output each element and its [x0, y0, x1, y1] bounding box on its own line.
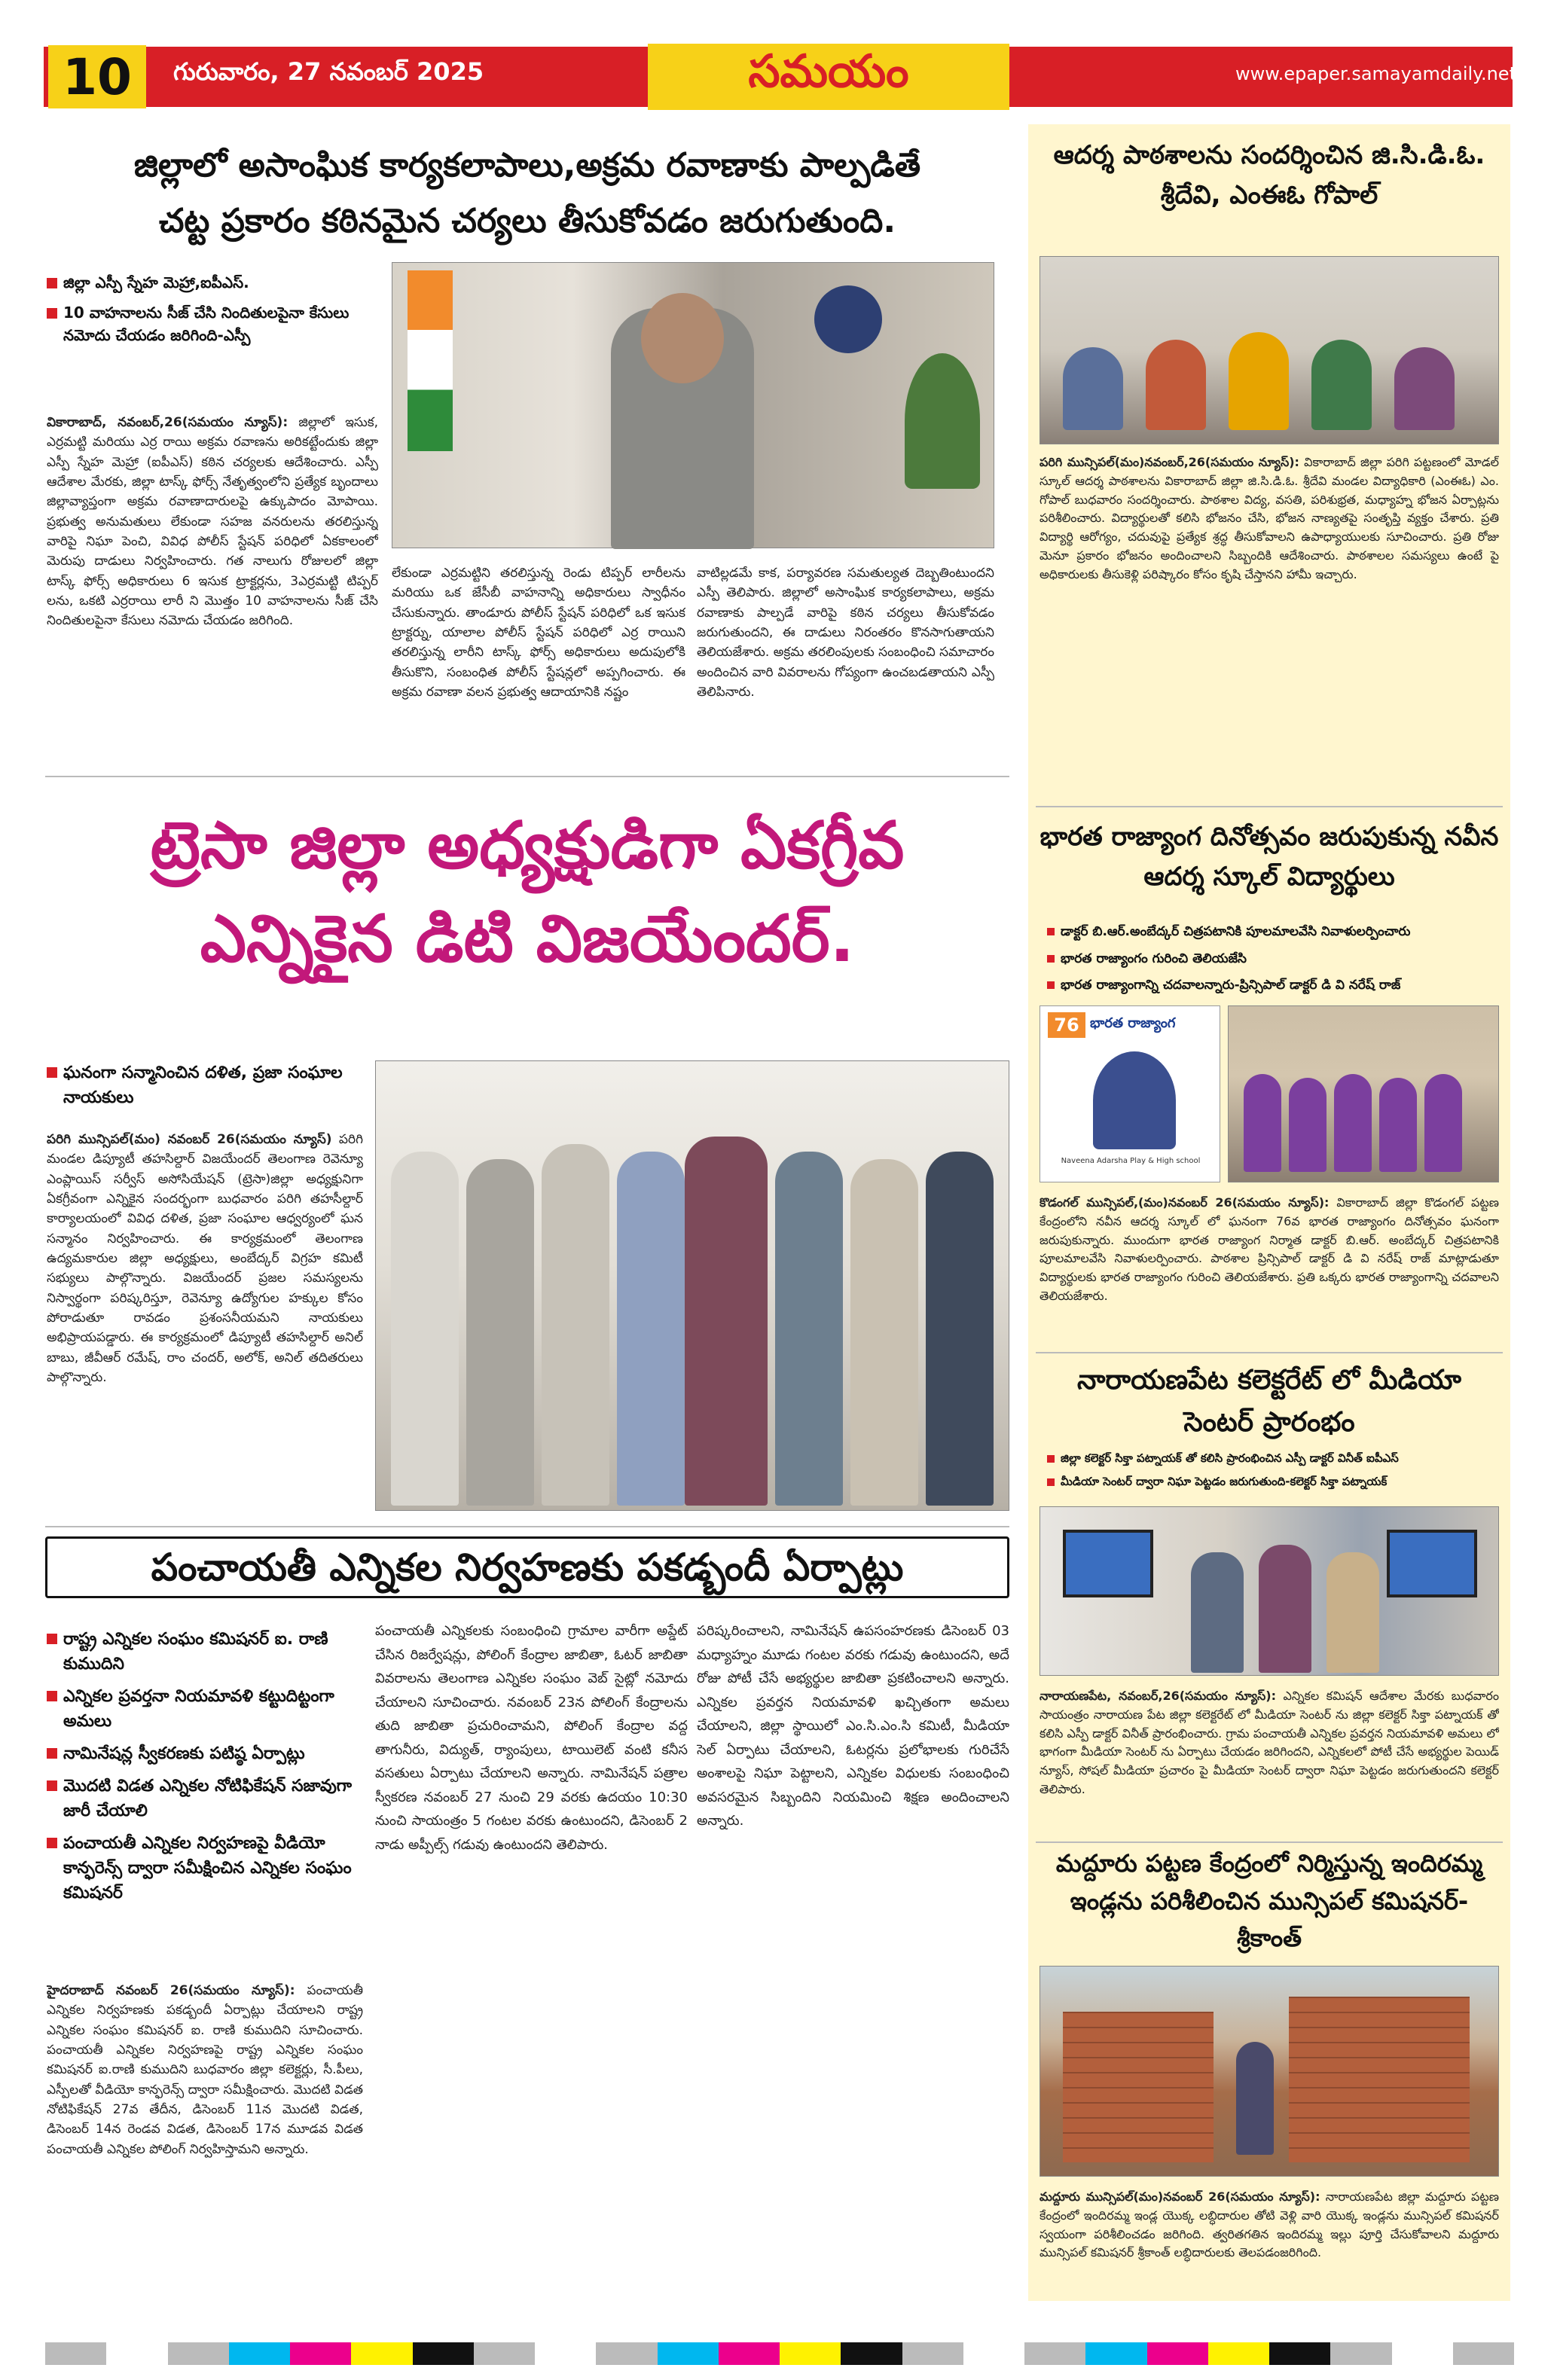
- bullet-marker: [1047, 981, 1055, 989]
- person-figure: [1259, 1545, 1311, 1673]
- police-emblem: [814, 285, 882, 353]
- housing-construction-photo: [1040, 1966, 1499, 2177]
- sidebar-story3-highlights: [1047, 1450, 1499, 1490]
- sidebar-story2-bullet: భారత రాజ్యాంగాన్ని చదవాలన్నారు-ప్రిన్సిపాల్ డాక్టర్ డి వి నరేష్ రాజ్: [1047, 976, 1499, 996]
- story3-bullet: రాష్ట్ర ఎన్నికల సంఘం కమిషనర్ ఐ. రాణి కుముదిని: [47, 1627, 363, 1677]
- sidebar-story1-headline: ఆదర్శ పాఠశాలను సందర్శించిన జి.సి.డి.ఓ. శ్రీదేవి, ఎంఈఓ గోపాల్: [1053, 140, 1485, 210]
- brick-wall: [1289, 1997, 1470, 2162]
- story3-col3: పరిష్కరించాలని, నామినేషన్ ఉపసంహరణకు డిసెంబర్ 03 మధ్యాహ్నం మూడు గంటల వరకు గడువు ఉంటుందని, అదే రోజు పోటీ చేసే అభ్యర్థుల జాబితా ప్రకటించాలని అన్నారు. ఎన్నికల ప్రవర్తన నియమావళి ఖచ్చితంగా అమలు చేయాలని, జిల్లా స్థాయిలో ఎం.సి.ఎం.సి కమిటీ, మీడియా సెల్ ఏర్పాటు చేయాలని, ఓటర్లను ప్రలోభాలకు గురిచేసే అంశాలపై నిఘా పెట్టాలని, ఎన్నికల విధులకు సంబంధించి అవసరమైన సిబ్బందిని నియమించి శిక్షణ అందించాలని అన్నారు.: [697, 1623, 1009, 1829]
- story3-bullet: ఎన్నికల ప్రవర్తనా నియమావళి కట్టుదిట్టంగా అమలు: [47, 1684, 363, 1734]
- students-photo: [1228, 1005, 1499, 1182]
- person-figure: [542, 1144, 609, 1506]
- sp-office-photo: [392, 262, 994, 548]
- story3-col2: పంచాయతీ ఎన్నికలకు సంబంధించి గ్రామాల వారీగా అప్డేట్ చేసిన రిజర్వేషన్లు, పోలింగ్ కేంద్రాల జాబితా, ఓటర్ జాబితా వివరాలను తెలంగాణ ఎన్నికల సంఘం వెబ్ సైట్లో నమోదు చేయాలని సూచించారు. నవంబర్ 23న పోలింగ్ కేంద్రాలను తుది జాబితా ప్రచురించామని, పోలింగ్ కేంద్రాల వద్ద తాగునీరు, విద్యుత్, ర్యాంపులు, టాయిలెట్ వంటి కనీస వసతులు ఏర్పాటు చేయాలని అన్నారు. నామినేషన్ పత్రాల స్వీకరణ నవంబర్ 27 నుంచి 29 వరకు ఉదయం 10:30 నుంచి సాయంత్రం 5 గంటల వరకు ఉంటుందని, డిసెంబర్ 2 నాడు అప్పీల్స్ గడువు ఉంటుందని తెలిపారు.: [375, 1623, 688, 1853]
- bullet-marker: [1047, 1455, 1055, 1463]
- story1-headline-line2: చట్ట ప్రకారం కఠినమైన చర్యలు తీసుకోవడం జరుగుతుంది.: [158, 202, 896, 240]
- tv-screen: [1063, 1530, 1153, 1597]
- sidebar-story2-highlights: [1047, 923, 1499, 996]
- story1-col1: వికారాబాద్, నవంబర్,26(సమయం న్యూస్): జిల్లాలో ఇసుక, ఎర్రమట్టి మరియు ఎర్ర రాయి అక్రమ రవాణను అరికట్టేందుకు జిల్లా ఎస్పీ స్నేహ మెహ్రా (ఐపీఎస్) కఠిన చర్యలకు ఆదేశించారు. ఎస్పీ ఆదేశాల మేరకు, జిల్లా టాస్క్ ఫోర్స్ నేతృత్వంలోని ప్రత్యేక బృందాలు జిల్లావ్యాప్తంగా అక్రమ రవాణాదారులపై ఉక్కుపాదం మోపాయి. ప్రభుత్వ అనుమతులు లేకుండా సహజ వనరులను తరలిస్తున్న వారిపై నిఘా పెంచి, వివిధ పోలీస్ స్టేషన్ పరిధిలో ఏకకాలంలో మెరుపు దాడులు నిర్వహించారు. గత నాలుగు రోజులలో జిల్లా టాస్క్ ఫోర్స్ అధికారులు 6 ఇసుక ట్రాక్టర్లను, 3ఎర్రమట్టి టిప్పర్ లను, ఒకటి ఎర్రరాయి లారీ ని మొత్తం 10 వాహనాలను సీజ్ చేసి నిందితులపైనా కేసులు నమోదు చేయడం జరిగింది.: [47, 415, 378, 629]
- story2-body: పరిగి మున్సిపల్(మం) నవంబర్ 26(సమయం న్యూస్) పరిగి మండల డిప్యూటీ తహసిల్దార్ విజయేందర్ తెలంగాణ రెవెన్యూ ఎంప్లాయిస్ సర్వీస్ అసోసియేషన్ (ట్రెసా)జిల్లా అధ్యక్షునిగా ఏకగ్రీవంగా ఎన్నికైన సందర్భంగా బుధవారం పరిగి తహసీల్దార్ కార్యాలయంలో వివిధ దళిత, ప్రజా సంఘాల ఆధ్వర్యంలో ఘన సన్మానం నిర్వహించారు. ఈ కార్యక్రమంలో తెలంగాణ ఉద్యమకారుల జిల్లా అధ్యక్షులు, అంబేద్కర్ విగ్రహ కమిటీ సభ్యులు పాల్గొన్నారు. విజయేందర్ ప్రజల సమస్యలను నిస్వార్థంగా పరిష్కరిస్తూ, రెవెన్యూ ఉద్యోగుల హక్కుల కోసం పోరాడుతూ రావడం ప్రశంసనీయమని నాయకులు అభిప్రాయపడ్డారు. ఈ కార్యక్రమంలో డిప్యూటీ తహసిల్దార్ అనిల్ బాబు, జీవీఆర్ రమేష్, రాం చందర్, అలోక్, అనిల్ తదితరులు పాల్గొన్నారు.: [47, 1132, 363, 1386]
- sidebar-story2-body: కొడంగల్ మున్సిపల్,(మం)నవంబర్ 26(సమయం న్యూస్): వికారాబాద్ జిల్లా కొడంగల్ పట్టణ కేంద్రంలోని నవీన ఆదర్శ స్కూల్ లో ఘనంగా 76వ భారత రాజ్యాంగం దినోత్సవం ఘనంగా జరుపుకున్నారు. ముందుగా భారత రాజ్యాంగ నిర్మాత డాక్టర్ బి.ఆర్. అంబేద్కర్ చిత్రపటానికి పూలమాలవేసి నివాళులర్పించారు. పాఠశాల ప్రిన్సిపాల్ డాక్టర్ డి వి నరేష్ రాజ్ మాట్లాడుతూ విద్యార్థులకు భారత రాజ్యాంగం గురించి తెలియజేశారు. ప్రతి ఒక్కరు భారత రాజ్యాంగాన్ని చదవాలని తెలియజేశారు.: [1040, 1195, 1499, 1303]
- person-figure: [1146, 340, 1206, 430]
- printer-color-bar: [45, 2342, 1514, 2365]
- divider: [1036, 1352, 1503, 1353]
- student-figure: [1244, 1074, 1281, 1172]
- person-figure: [391, 1152, 459, 1506]
- sidebar-story3-bullet: జిల్లా కలెక్టర్ సిక్తా పట్నాయక్ తో కలిసి ప్రారంభించిన ఎస్పీ డాక్టర్ వినీత్ ఐపీఎస్: [1047, 1450, 1499, 1467]
- sidebar-story3-body: నారాయణపేట, నవంబర్,26(సమయం న్యూస్): ఎన్నికల కమిషన్ ఆదేశాల మేరకు బుధవారం సాయంత్రం నారాయణ పేట జిల్లా కలెక్టరేట్ లో మీడియా సెంటర్ ను జిల్లా కలెక్టర్ సిక్తా పట్నాయక్ తో కలిసి ఎస్పీ డాక్టర్ వినీత్ ప్రారంభించారు. గ్రామ పంచాయతీ ఎన్నికల ప్రవర్తన నియమావళి అమలు లో భాగంగా మీడియా సెంటర్ ను ఏర్పాటు చేయడం జరిగిందని, ఎన్నికలలో పోటీ చేసే అభ్యర్థుల పెయిడ్ న్యూస్, సోషల్ మీడియా ప్రచారం పై మీడియా సెంటర్ ద్వారా నిఘా పెట్టడం జరుగుతుందని కలెక్టర్ తెలిపారు.: [1040, 1689, 1499, 1796]
- tv-screen: [1387, 1530, 1477, 1597]
- person-figure: [466, 1159, 534, 1506]
- sidebar-story3-headline: నారాయణపేట కలెక్టరేట్ లో మీడియా సెంటర్ ప్రారంభం: [1076, 1365, 1462, 1438]
- story3-headline: పంచాయతీ ఎన్నికల నిర్వహణకు పకడ్బందీ ఏర్పాట్లు: [45, 1536, 1009, 1598]
- story3-bullet: మొదటి విడత ఎన్నికల నోటిఫికేషన్ సజావుగా జారీ చేయాలి: [47, 1774, 363, 1823]
- issue-date: గురువారం, 27 నవంబర్ 2025: [173, 57, 484, 86]
- bullet-marker: [1047, 955, 1055, 963]
- honoree-figure: [685, 1137, 768, 1506]
- ambedkar-portrait: [1093, 1051, 1176, 1149]
- person-figure: [1229, 332, 1289, 430]
- story2-highlight: [47, 1060, 363, 1118]
- brick-wall: [1063, 2012, 1214, 2162]
- national-flag: [408, 270, 453, 451]
- person-figure: [1327, 1552, 1379, 1673]
- divider: [45, 776, 1009, 777]
- story1-headline-line1: జిల్లాలో అసాంఘిక కార్యకలాపాలు,అక్రమ రవాణాకు పాల్పడితే: [133, 146, 921, 185]
- bullet-marker: [1047, 1478, 1055, 1486]
- constitution-day-poster: [1040, 1005, 1220, 1182]
- bullet-marker: [47, 278, 57, 288]
- story1-bullet: జిల్లా ఎస్పీ స్నేహ మెహ్రా,ఐపీఎస్.: [47, 271, 378, 294]
- story2-headline-line2: ఎన్నికైన డిటి విజయేందర్.: [200, 902, 855, 977]
- person-figure: [926, 1152, 994, 1506]
- person-figure: [1236, 2042, 1274, 2155]
- story1-col2: లేకుండా ఎర్రమట్టిని తరలిస్తున్న రెండు టిప్పర్ లారీలను మరియు ఒక జేసీబీ వాహనాన్ని అధికారులు స్వాధీనం చేసుకున్నారు. తాండూరు పోలీస్ స్టేషన్ పరిధిలో ఒక ఇసుక ట్రాక్టర్ను, యాలాల పోలీస్ స్టేషన్ పరిధిలో ఎర్ర రాయిని తరలిస్తున్న లారీని టాస్క్ ఫోర్స్ అధికారులు అదుపులోకి తీసుకొని, సంబంధిత పోలీస్ స్టేషన్లలో అప్పగించారు. ఈ అక్రమ రవాణా వలన ప్రభుత్వ ఆదాయానికి నష్టం: [392, 566, 685, 700]
- story3-highlights: [47, 1627, 363, 1913]
- bullet-marker: [1047, 928, 1055, 935]
- plant: [905, 353, 980, 489]
- divider: [1036, 806, 1503, 807]
- story3-bullet: పంచాయతీ ఎన్నికల నిర్వహణపై వీడియో కాన్ఫరెన్స్ ద్వారా సమీక్షించిన ఎన్నికల సంఘం కమిషనర్: [47, 1831, 363, 1906]
- story1-highlights: [47, 271, 378, 354]
- story1-col3: వాటిల్లడమే కాక, పర్యావరణ సమతుల్యత దెబ్బతింటుందని ఎస్పీ తెలిపారు. జిల్లాలో అసాంఘిక కార్యకలాపాలు, అక్రమ రవాణాకు పాల్పడే వారిపై కఠిన చర్యలు తీసుకోవడం జరుగుతుందని, ఈ దాడులు నిరంతరం కొనసాగుతాయని తెలియజేశారు. అక్రమ తరలింపులకు సంబంధించి సమాచారం అందించిన వారి వివరాలను గోప్యంగా ఉంచబడతాయని ఎస్పీ తెలిపినారు.: [697, 566, 994, 700]
- person-figure: [617, 1152, 685, 1506]
- person-figure: [1063, 347, 1123, 430]
- person-figure: [1191, 1552, 1244, 1673]
- story3-col1: హైదరాబాద్ నవంబర్ 26(సమయం న్యూస్): పంచాయతీ ఎన్నికల నిర్వహణకు పకడ్బందీ ఏర్పాట్లు చేయాలని రాష్ట్ర ఎన్నికల సంఘం కమిషనర్ ఐ. రాణి కుముదిని సూచించారు. పంచాయతీ ఎన్నికల నిర్వహణపై రాష్ట్ర ఎన్నికల సంఘం కమిషనర్ ఐ.రాణి కుముదిని బుధవారం జిల్లా కలెక్టర్లు, సీ.పీలు, ఎస్పీలతో వీడియో కాన్ఫరెన్స్ ద్వారా సమీక్షించారు. మొదటి విడత నోటిఫికేషన్ 27వ తేదీన, డిసెంబర్ 11న మొదటి విడత, డిసెంబర్ 14న రెండవ విడత, డిసెంబర్ 17న మూడవ విడత పంచాయతీ ఎన్నికల పోలింగ్ నిర్వహిస్తామని అన్నారు.: [47, 1983, 363, 2157]
- student-figure: [1334, 1074, 1372, 1172]
- sidebar-story2-bullet: డాక్టర్ బి.ఆర్.అంబేద్కర్ చిత్రపటానికి పూలమాలవేసి నివాళులర్పించారు: [1047, 923, 1499, 942]
- sidebar-story3-bullet: మీడియా సెంటర్ ద్వారా నిఘా పెట్టడం జరుగుతుంది-కలెక్టర్ సిక్తా పట్నాయక్: [1047, 1473, 1499, 1491]
- bullet-marker: [47, 1780, 57, 1791]
- story3-bullet: నామినేషన్ల స్వీకరణకు పటిష్ఠ ఏర్పాట్లు: [47, 1741, 363, 1766]
- bullet-marker: [47, 1634, 57, 1644]
- person-figure: [850, 1159, 918, 1506]
- bullet-marker: [47, 1691, 57, 1701]
- sidebar-story2-headline: భారత రాజ్యాంగ దినోత్సవం జరుపుకున్న నవీన ఆదర్శ స్కూల్ విద్యార్థులు: [1040, 822, 1499, 892]
- masthead-logo: సమయం: [648, 44, 1009, 110]
- bullet-marker: [47, 1748, 57, 1759]
- student-figure: [1379, 1078, 1417, 1172]
- sidebar-story2-bullet: భారత రాజ్యాంగం గురించి తెలియజేసి: [1047, 950, 1499, 969]
- bullet-marker: [47, 1067, 57, 1078]
- bullet-marker: [47, 308, 57, 319]
- bullet-marker: [47, 1838, 57, 1848]
- divider: [1036, 1841, 1503, 1843]
- poster-title: భారత రాజ్యాంగ: [1090, 1015, 1176, 1031]
- website-link[interactable]: www.epaper.samayamdaily.net: [1235, 63, 1516, 84]
- page-number: 10: [48, 45, 146, 108]
- media-center-photo: [1040, 1506, 1499, 1676]
- sidebar-story4-headline: మద్దూరు పట్టణ కేంద్రంలో నిర్మిస్తున్న ఇందిరమ్మ ఇండ్లను పరిశీలించిన మున్సిపల్ కమిషనర్-శ్రీకాంత్: [1055, 1849, 1483, 1953]
- story1-bullet: 10 వాహనాలను సీజ్ చేసి నిందితులపైనా కేసులు నమోదు చేయడం జరిగింది-ఎస్పీ: [47, 301, 378, 346]
- person-figure: [1311, 340, 1372, 430]
- poster-school-name: Naveena Adarsha Play & High school: [1061, 1157, 1201, 1165]
- divider: [45, 1526, 1009, 1527]
- felicitation-group-photo: [375, 1060, 1009, 1511]
- person-figure: [775, 1152, 843, 1506]
- person-figure: [1394, 347, 1455, 430]
- student-figure: [1289, 1078, 1327, 1172]
- student-figure: [1424, 1074, 1462, 1172]
- poster-badge: 76: [1048, 1012, 1085, 1038]
- story2-headline-line1: ట్రెసా జిల్లా అధ్యక్షుడిగా ఏకగ్రీవ: [150, 808, 905, 883]
- officer-face: [641, 293, 724, 383]
- sidebar-story1-body: పరిగి మున్సిపల్(మం)నవంబర్,26(సమయం న్యూస్): వికారాబాద్ జిల్లా పరిగి పట్టణంలో మోడల్ స్కూల్ ఆదర్శ పాఠశాలను వికారాబాద్ జిల్లా జి.సి.డి.ఓ. శ్రీదేవి మండల విద్యాధికారి (ఎంఈఓ) ఎం. గోపాల్ బుధవారం సందర్శించారు. పాఠశాల విద్య, వసతి, పరిశుభ్రత, మధ్యాహ్న భోజన ఏర్పాట్లను పరిశీలించారు. విద్యార్థులతో కలిసి భోజనం చేసి, భోజన నాణ్యతపై సంతృప్తి వ్యక్తం చేశారు. ప్రతి విద్యార్థి ఆరోగ్యం, చదువుపై ప్రత్యేక శ్రద్ధ తీసుకోవాలని ఉపాధ్యాయులకు సూచించారు. ప్రతి రోజు మెనూ ప్రకారం భోజనం అందించాలని సిబ్బందికి ఆదేశించారు. పాఠశాలల సమస్యలు ఉంటే పై అధికారులకు తీసుకెళ్లి పరిష్కారం కోసం కృషి చేస్తానని హామీ ఇచ్చారు.: [1040, 455, 1499, 581]
- story2-bullet: ఘనంగా సన్మానించిన దళిత, ప్రజా సంఘాల నాయకులు: [47, 1060, 363, 1110]
- sidebar-story4-body: మద్దూరు మున్సిపల్(మం)నవంబర్ 26(సమయం న్యూస్): నారాయణపేట జిల్లా మద్దూరు పట్టణ కేంద్రంలో ఇందిరమ్మ ఇండ్ల యొక్క లబ్ధిదారుల తోటి వెళ్లి వారి యొక్క ఇండ్లను మున్సిపల్ కమిషనర్ స్వయంగా పరిశీలించడం జరిగింది. త్వరితగతిన ఇందిరమ్మ ఇల్లు పూర్తి చేసుకోవాలని మద్దూరు మున్సిపల్ కమిషనర్ శ్రీకాంత్ లబ్ధిదారులకు తెలపడంజరిగింది.: [1040, 2189, 1499, 2260]
- school-visit-photo: [1040, 256, 1499, 444]
